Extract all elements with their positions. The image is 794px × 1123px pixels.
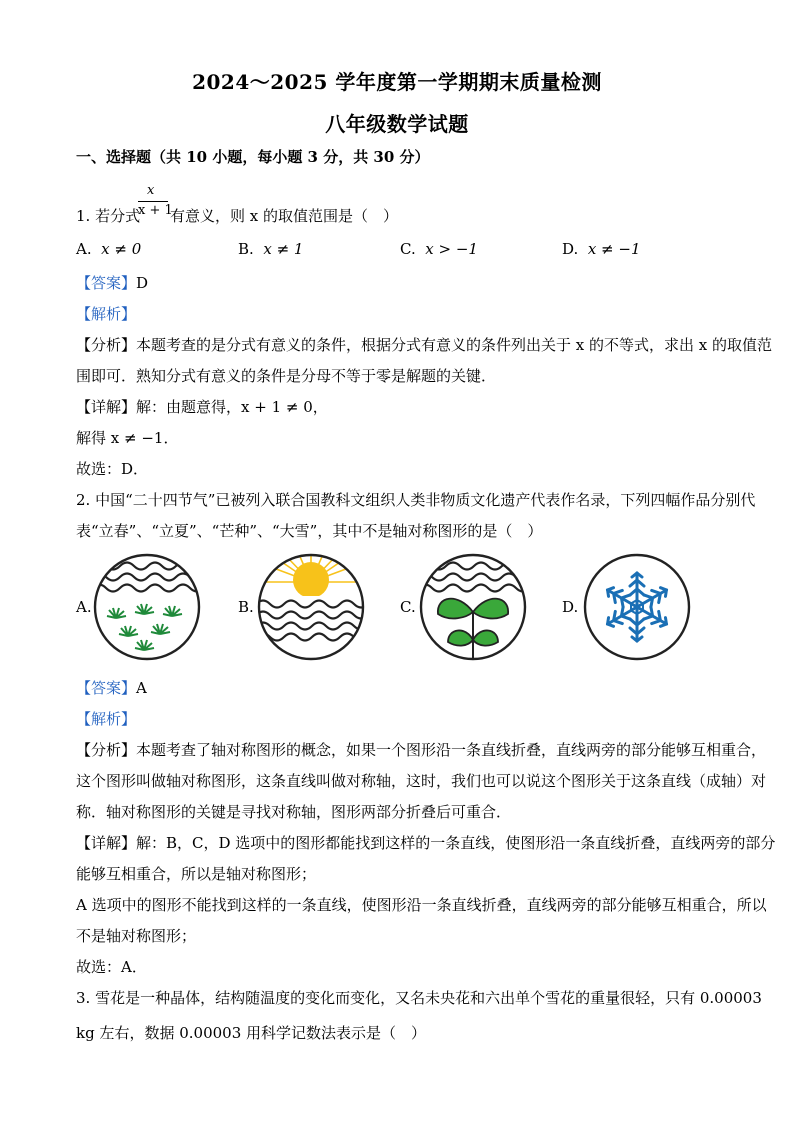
xiangjie-2-line3: A 选项中的图形不能找到这样的一条直线，使图形沿一条直线折叠，直线两旁的部分能够互相重合，所以 [76,896,767,914]
figure-b-lixia [256,552,366,662]
option-a: A. x ≠ 0 [76,240,142,258]
xiangjie-1-line2: 解得 x ≠ −1． [76,429,179,447]
exam-title: 2024～2025 学年度第一学期期末质量检测 [192,70,602,94]
fenxi-1-line2: 围即可．熟知分式有意义的条件是分母不等于零是解题的关键． [76,367,497,385]
figure-c-label: C. [400,598,416,616]
figure-c-mangzhong [418,552,528,662]
xiangjie-2-line5: 故选：A． [76,958,147,976]
fenxi-1-line1: 【分析】本题考查的是分式有意义的条件，根据分式有意义的条件列出关于 x 的不等式，求出 x 的取值范 [76,336,773,354]
analysis-tag-2: 【解析】 [76,710,137,728]
option-c: C. x > −1 [400,240,478,258]
answer-line-2: 【答案】A [76,679,147,697]
question-2-line1: 2. 中国“二十四节气”已被列入联合国教科文组织人类非物质文化遗产代表作名录，下列四幅作品分别代 [76,491,756,509]
xiangjie-2-line1: 【详解】解：B，C，D 选项中的图形都能找到这样的一条直线，使图形沿一条直线折叠，直线两旁的部分 [76,834,776,852]
section-heading: 一、选择题（共 10 小题，每小题 3 分，共 30 分） [76,148,430,166]
figure-d-daxue [582,552,692,662]
question-3-line2: kg 左右，数据 0.00003 用科学记数法表示是（ ） [76,1024,427,1042]
option-b: B. x ≠ 1 [238,240,304,258]
exam-subtitle: 八年级数学试题 [325,112,469,136]
xiangjie-1-line1: 【详解】解：由题意得，x + 1 ≠ 0， [76,398,328,416]
answer-line-1: 【答案】D [76,274,149,292]
fraction-bar [138,201,168,202]
fenxi-2-line1: 【分析】本题考查了轴对称图形的概念，如果一个图形沿一条直线折叠，直线两旁的部分能够互相重合， [76,741,767,759]
question-2-line2: 表“立春”、“立夏”、“芒种”、“大雪”，其中不是轴对称图形的是（ ） [76,522,543,540]
question-1-suffix: 有意义，则 x 的取值范围是（ ） [170,207,398,225]
xiangjie-2-line4: 不是轴对称图形； [76,927,197,945]
figure-d-label: D. [562,598,579,616]
figure-a-lichun [92,552,202,662]
xiangjie-1-line3: 故选：D． [76,460,149,478]
analysis-tag-1: 【解析】 [76,305,137,323]
fenxi-2-line3: 称．轴对称图形的关键是寻找对称轴，图形两部分折叠后可重合． [76,803,512,821]
fraction-numerator: x [147,183,155,198]
figure-a-label: A. [76,598,92,616]
fenxi-2-line2: 这个图形叫做轴对称图形，这条直线叫做对称轴，这时，我们也可以说这个图形关于这条直线（成轴）对 [76,772,767,790]
xiangjie-2-line2: 能够互相重合，所以是轴对称图形； [76,865,317,883]
question-3-line1: 3. 雪花是一种晶体，结构随温度的变化而变化，又名未央花和六出单个雪花的重量很轻，只有 0.00003 [76,989,762,1007]
question-1-prefix: 1. 若分式 [76,207,141,225]
option-d: D. x ≠ −1 [562,240,641,258]
figure-b-label: B. [238,598,254,616]
fraction-denominator: x + 1 [138,203,173,218]
